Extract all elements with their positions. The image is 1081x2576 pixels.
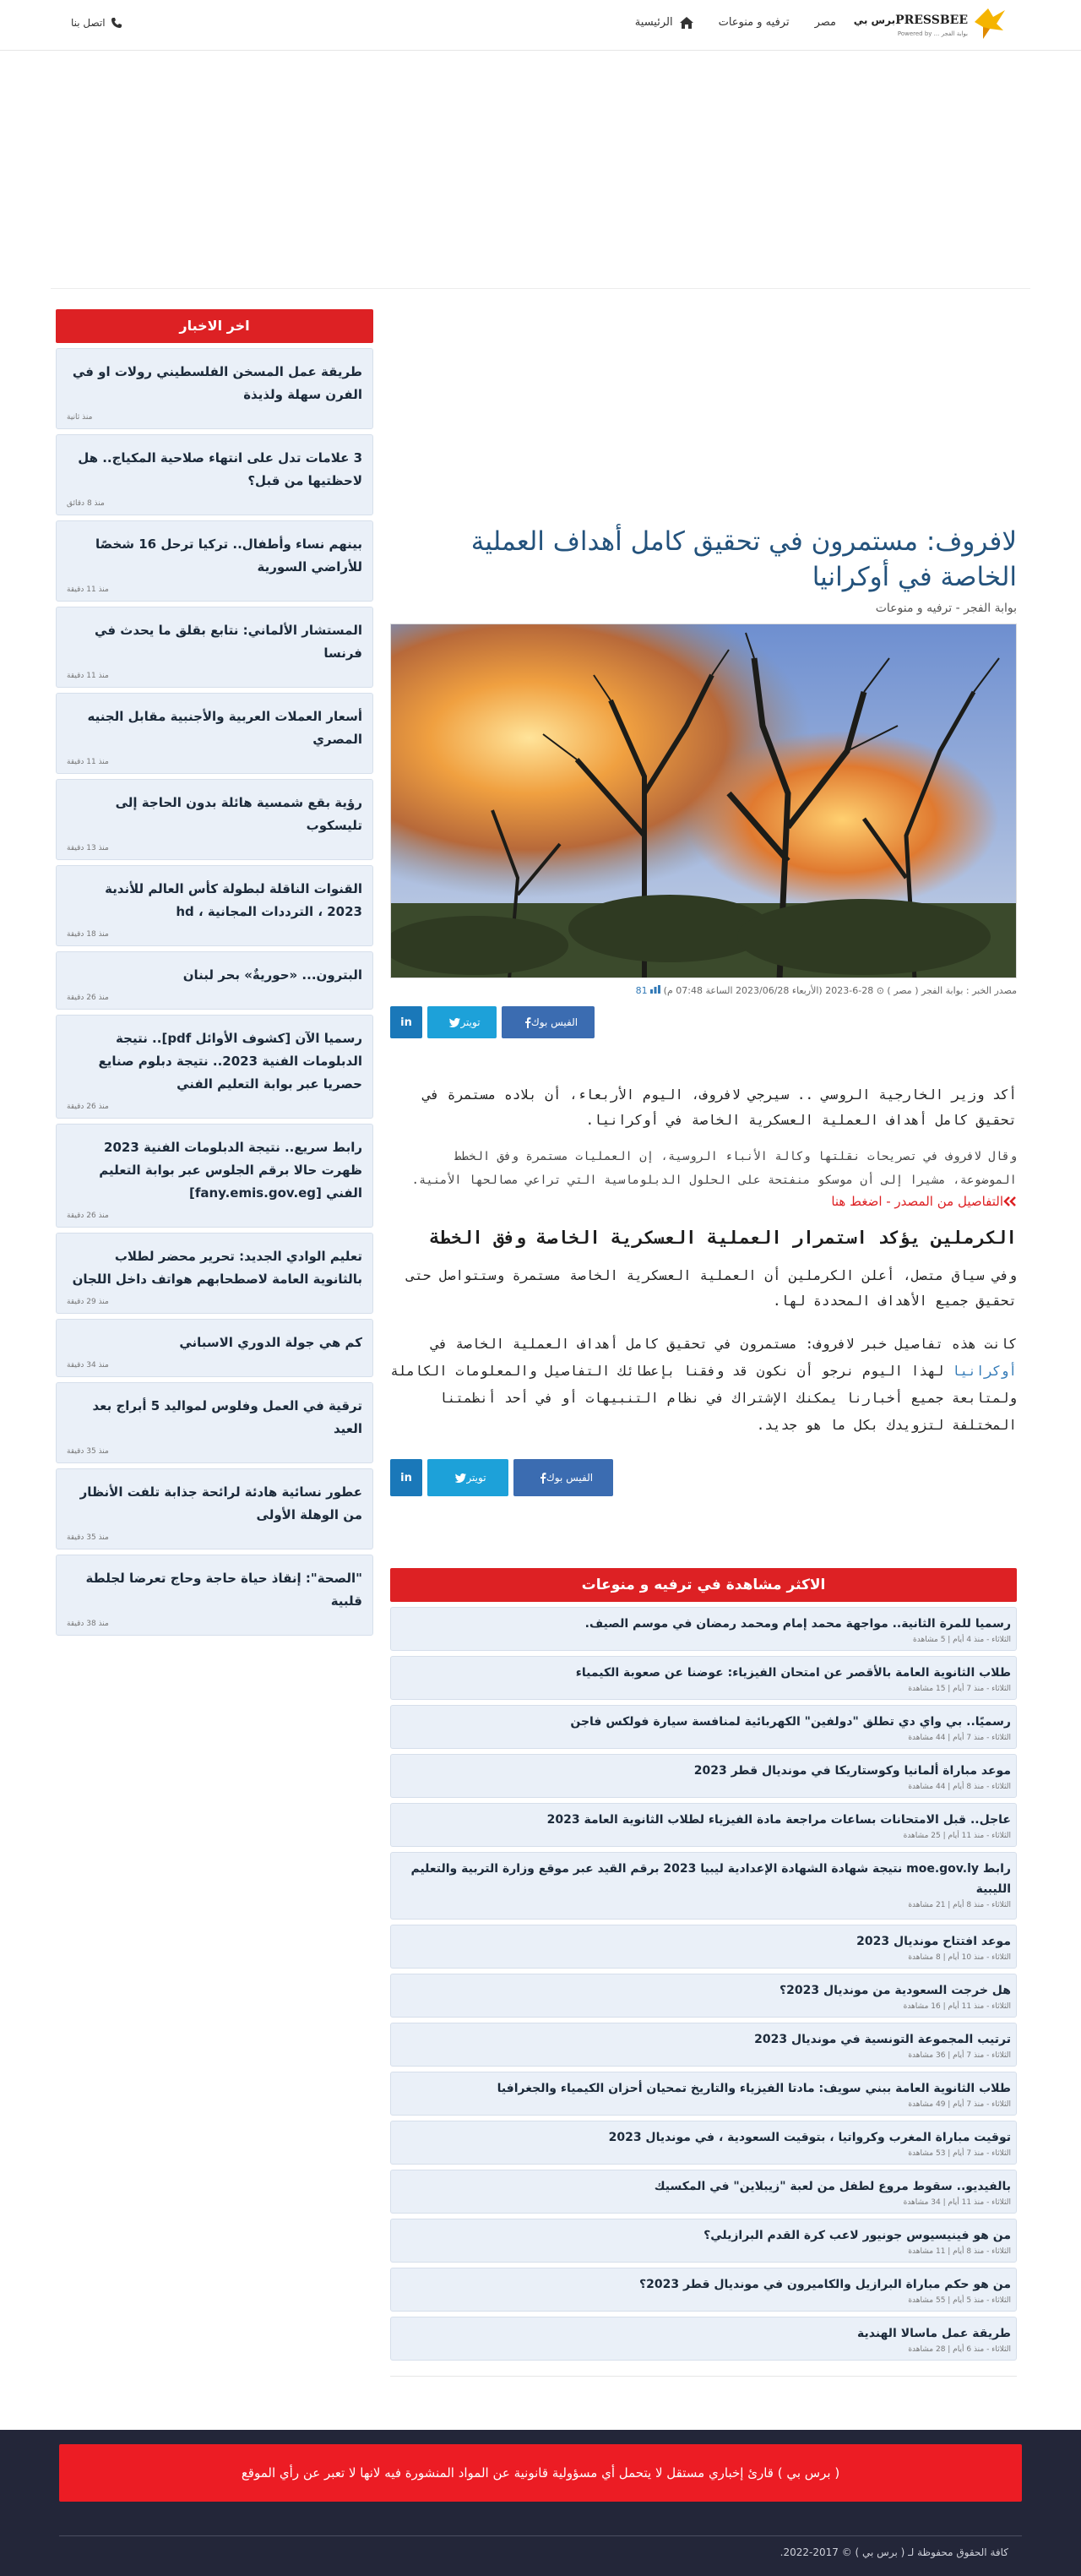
ad-divider <box>51 288 1030 289</box>
section-divider <box>390 2376 1017 2377</box>
latest-news-item[interactable] <box>56 520 373 602</box>
most-viewed-item-meta: الثلاثاء - منذ 7 أيام | 44 مشاهدة <box>908 1734 1011 1742</box>
latest-news-item[interactable] <box>56 779 373 860</box>
share-linkedin-button[interactable] <box>390 1006 422 1038</box>
latest-news-item-title[interactable]: عطور نسائية هادئة لرائحة جذابة تلفت الأنظار من الوهلة الأولى <box>79 1484 362 1522</box>
latest-news-sidebar <box>56 309 373 1641</box>
latest-news-item-time: منذ 18 دقيقة <box>67 930 109 939</box>
article-source[interactable]: بوابة الفجر - ترفيه و منوعات <box>875 602 1017 615</box>
article-paragraph-1: أكد وزير الخارجية الروسي .. سيرجي لافروف، اليوم الأربعاء، أن بلاده مستمرة في تحقيق كامل أهداف العملية العسكرية الخاصة في أوكرانيا. <box>422 1086 1017 1128</box>
latest-news-item-time: منذ 34 دقيقة <box>67 1361 109 1370</box>
most-viewed-item-meta: الثلاثاء - منذ 7 أيام | 15 مشاهدة <box>908 1685 1011 1693</box>
latest-news-item-title[interactable]: تعليم الوادي الجديد: تحرير محضر لطلاب بالثانوية العامة لاصطحابهم هواتف داخل اللجان <box>72 1249 362 1287</box>
most-viewed-item[interactable] <box>390 1607 1017 1651</box>
latest-news-item-title[interactable]: البترون... «حوريةٌ» بحر لبنان <box>182 967 362 983</box>
article-paragraph-4: كانت هذه تفاصيل خبر لافروف: مستمرون في تحقيق كامل أهداف العملية الخاصة في أوكرانيا لهذا اليوم نرجو أن نكون قد وفقنا بإعطائك التفاصيل والمعلومات الكاملة ولمتابعة جميع أخبارنا يمكنك الإشتراك في نظام التنبيهات أو في أحد أنظمتنا المختلفة لتزويدك بكل ما هو جديد. <box>390 1336 1017 1433</box>
most-viewed-item-title[interactable]: رسميًا.. بي واي دي تطلق "دولفين" الكهربائية لمنافسة سيارة فولكس فاجن <box>570 1715 1011 1729</box>
facebook-icon <box>540 1473 546 1484</box>
most-viewed-item-title[interactable]: من هو فينيسيوس جونيور لاعب كرة القدم البرازيلي؟ <box>703 2229 1011 2242</box>
views-count <box>636 985 661 996</box>
latest-news-item-title[interactable]: أسعار العملات العربية والأجنبية مقابل الجنيه المصري <box>87 709 362 747</box>
most-viewed-list <box>390 1607 1017 2361</box>
latest-news-item-time: منذ 13 دقيقة <box>67 844 109 852</box>
linkedin-icon: in <box>400 1016 412 1029</box>
logo-brand: برس بيPRESSBEE <box>853 14 968 27</box>
nav-home[interactable]: الرئيسية <box>635 16 693 29</box>
latest-news-item[interactable] <box>56 1233 373 1314</box>
top-navbar <box>0 0 1081 51</box>
latest-news-item-time: منذ 26 دقيقة <box>67 1212 109 1220</box>
most-viewed-item-title[interactable]: طلاب الثانوية العامة بالأقصر عن امتحان الفيزياء: عوضنا عن صعوبة الكيمياء <box>575 1666 1011 1680</box>
footer-copyright: كافة الحقوق محفوظة لـ ( برس بي ) © 2017-2022. <box>780 2546 1008 2558</box>
most-viewed-item[interactable] <box>390 1803 1017 1847</box>
latest-news-item[interactable] <box>56 607 373 688</box>
most-viewed-section <box>390 1568 1017 2366</box>
most-viewed-item-meta: الثلاثاء - منذ 4 أيام | 5 مشاهدة <box>913 1636 1011 1644</box>
latest-news-item-time: منذ 35 دقيقة <box>67 1447 109 1456</box>
most-viewed-item[interactable] <box>390 2170 1017 2214</box>
twitter-icon <box>455 1473 466 1483</box>
article-photo <box>390 624 1017 978</box>
latest-news-item[interactable] <box>56 1468 373 1549</box>
most-viewed-item-title[interactable]: هل خرجت السعودية من مونديال 2023؟ <box>779 1984 1011 1997</box>
most-viewed-item-meta: الثلاثاء - منذ 11 أيام | 34 مشاهدة <box>903 2198 1011 2207</box>
latest-news-item-title[interactable]: رؤية بقع شمسية هائلة بدون الحاجة إلى تليسكوب <box>115 795 362 833</box>
latest-news-item[interactable] <box>56 1015 373 1119</box>
share-bar-bottom <box>390 1459 1017 1496</box>
share-twitter-button-bottom[interactable]: تويتر <box>427 1459 508 1496</box>
most-viewed-item[interactable] <box>390 2317 1017 2361</box>
most-viewed-item-meta: الثلاثاء - منذ 11 أيام | 16 مشاهدة <box>903 2002 1011 2011</box>
most-viewed-item-title[interactable]: بالفيديو.. سقوط مروع لطفل من لعبة "زيبلاين" في المكسيك <box>654 2180 1011 2193</box>
most-viewed-item-title[interactable]: طلاب الثانوية العامة ببني سويف: مادتا الفيزياء والتاريخ تمحيان أحزان الكيمياء والجغرافيا <box>497 2082 1011 2095</box>
latest-news-item-time: منذ 26 دقيقة <box>67 994 109 1002</box>
latest-news-item-time: منذ 11 دقيقة <box>67 758 109 766</box>
site-logo[interactable] <box>853 5 1008 41</box>
most-viewed-item[interactable] <box>390 2219 1017 2263</box>
latest-news-item-time: منذ 35 دقيقة <box>67 1533 109 1542</box>
nav-entertainment[interactable]: ترفيه و منوعات <box>718 16 790 29</box>
share-bar-top <box>390 1006 1017 1038</box>
share-facebook-button[interactable]: الفيس بوك <box>502 1006 595 1038</box>
most-viewed-item-meta: الثلاثاء - منذ 6 أيام | 28 مشاهدة <box>908 2345 1011 2354</box>
most-viewed-item-title[interactable]: عاجل.. قبل الامتحانات بساعات مراجعة مادة الفيزياء لطلاب الثانوية العامة 2023 <box>546 1813 1011 1827</box>
latest-news-item-title[interactable]: بينهم نساء وأطفال.. تركيا ترحل 16 شخصًا للأراضي السورية <box>95 536 362 575</box>
most-viewed-item[interactable] <box>390 1705 1017 1749</box>
logo-tagline: Powered by ... بوابة الفجر <box>897 30 968 37</box>
most-viewed-item-meta: الثلاثاء - منذ 7 أيام | 36 مشاهدة <box>908 2051 1011 2060</box>
article-paragraph-3: وفي سياق متصل، أعلن الكرملين أن العملية العسكرية الخاصة مستمرة وستتواصل حتى تحقيق جميع الأهداف المحددة لها. <box>406 1267 1017 1309</box>
latest-news-item[interactable] <box>56 865 373 946</box>
share-twitter-button[interactable]: تويتر <box>427 1006 497 1038</box>
footer-disclaimer: ( برس بي ) قارئ إخباري مستقل لا يتحمل أي مسؤولية قانونية عن المواد المنشورة فيه لانها لا تعبر عن رأي الموقع <box>59 2444 1022 2502</box>
latest-news-item-title[interactable]: طريقة عمل المسخن الفلسطيني رولات او في الفرن سهلة ولذيذة <box>72 364 362 402</box>
most-viewed-item-meta: الثلاثاء - منذ 5 أيام | 55 مشاهدة <box>908 2296 1011 2305</box>
nav-egypt[interactable]: مصر <box>814 16 836 29</box>
latest-news-item[interactable] <box>56 1555 373 1636</box>
latest-news-item-title[interactable]: المستشار الألماني: نتابع بقلق ما يحدث في فرنسا <box>95 623 362 661</box>
phone-icon <box>111 18 122 28</box>
most-viewed-item-meta: الثلاثاء - منذ 7 أيام | 49 مشاهدة <box>908 2100 1011 2109</box>
most-viewed-item[interactable] <box>390 2268 1017 2312</box>
latest-news-item-title[interactable]: رابط سريع.. نتيجة الدبلومات الفنية 2023 ظهرت حالا برقم الجلوس عبر بوابة التعليم الفني [fany.emis.gov.eg] <box>99 1140 362 1201</box>
latest-news-item-time: منذ ثانية <box>67 413 93 422</box>
most-viewed-item-meta: الثلاثاء - منذ 7 أيام | 53 مشاهدة <box>908 2149 1011 2158</box>
latest-news-item-time: منذ 11 دقيقة <box>67 585 109 594</box>
facebook-icon <box>524 1017 531 1028</box>
share-facebook-button-bottom[interactable]: الفيس بوك <box>513 1459 613 1496</box>
latest-news-list <box>56 348 373 1636</box>
most-viewed-item-meta: الثلاثاء - منذ 8 أيام | 21 مشاهدة <box>908 1901 1011 1909</box>
most-viewed-item-title[interactable]: موعد افتتاح مونديال 2023 <box>856 1935 1011 1948</box>
share-linkedin-button-bottom[interactable] <box>390 1459 422 1496</box>
latest-news-item-title[interactable]: "الصحة": إنقاذ حياة حاجة وحاج تعرضا لجلطة قلبية <box>85 1571 362 1609</box>
footer-divider <box>59 2535 1022 2536</box>
article-inline-link[interactable]: أوكرانيا <box>951 1363 1017 1379</box>
contact-link[interactable]: اتصل بنا <box>71 17 122 29</box>
latest-news-item[interactable] <box>56 434 373 515</box>
article-meta-text: مصدر الخبر : بوابة الفجر ( مصر ) ⊙ 28-6-2023 (الأربعاء 2023/06/28 الساعة 07:48 م) <box>663 985 1017 996</box>
double-chevron-left-icon <box>1003 1196 1017 1206</box>
main-menu <box>610 16 836 29</box>
latest-news-item-time: منذ 26 دقيقة <box>67 1103 109 1111</box>
most-viewed-item-title[interactable]: طريقة عمل ماسالا الهندية <box>856 2327 1011 2340</box>
most-viewed-item[interactable] <box>390 1974 1017 2018</box>
article-title: لافروف: مستمرون في تحقيق كامل أهداف العملية الخاصة في أوكرانيا <box>470 526 1017 592</box>
latest-news-item-title[interactable]: ترقية في العمل وفلوس لمواليد 5 أبراج بعد العيد <box>92 1398 362 1436</box>
most-viewed-item[interactable] <box>390 2072 1017 2116</box>
most-viewed-item-meta: الثلاثاء - منذ 11 أيام | 25 مشاهدة <box>903 1832 1011 1840</box>
most-viewed-item-meta: الثلاثاء - منذ 10 أيام | 8 مشاهدة <box>908 1953 1011 1962</box>
views-value: 81 <box>635 985 648 996</box>
most-viewed-item[interactable] <box>390 1852 1017 1920</box>
article-subheading: الكرملين يؤكد استمرار العملية العسكرية الخاصة وفق الخطة <box>429 1228 1017 1248</box>
article <box>390 524 1017 1496</box>
latest-news-item[interactable] <box>56 951 373 1010</box>
most-viewed-item-meta: الثلاثاء - منذ 8 أيام | 11 مشاهدة <box>908 2247 1011 2256</box>
home-icon <box>680 17 693 29</box>
source-details-link[interactable]: التفاصيل من المصدر - اضغط هنا <box>390 1194 1017 1209</box>
latest-news-item[interactable] <box>56 1319 373 1377</box>
article-paragraph-2: وقال لافروف في تصريحات نقلتها وكالة الأنباء الروسية، إن العمليات مستمرة وفق الخطط الموضوعة، مشيرا إلى أن موسكو منفتحة على الحلول الدبلوماسية التي تراعي مصالحها الأمنية. <box>411 1150 1017 1187</box>
most-viewed-item[interactable] <box>390 1925 1017 1969</box>
latest-news-item-time: منذ 8 دقائق <box>67 499 105 508</box>
most-viewed-item[interactable] <box>390 1754 1017 1798</box>
latest-news-item-title[interactable]: القنوات الناقلة لبطولة كأس العالم للأندية 2023 ، الترددات المجانية ، hd <box>105 881 362 919</box>
most-viewed-item-title[interactable]: رسميا للمرة الثانية.. مواجهة محمد إمام ومحمد رمضان في موسم الصيف. <box>584 1617 1011 1631</box>
latest-news-item[interactable] <box>56 348 373 429</box>
most-viewed-item-title[interactable]: موعد مباراة ألمانيا وكوستاريكا في مونديال قطر 2023 <box>693 1764 1011 1778</box>
most-viewed-item[interactable] <box>390 1656 1017 1700</box>
latest-news-item[interactable] <box>56 1124 373 1228</box>
bar-chart-icon <box>650 985 660 994</box>
latest-news-item-title[interactable]: كم هي جولة الدوري الاسباني <box>179 1335 362 1350</box>
most-viewed-item-meta: الثلاثاء - منذ 8 أيام | 44 مشاهدة <box>908 1783 1011 1791</box>
article-meta <box>390 985 1017 996</box>
latest-news-item-time: منذ 29 دقيقة <box>67 1298 109 1306</box>
logo-bird-icon <box>971 5 1008 41</box>
most-viewed-item-title[interactable]: رابط moe.gov.ly نتيجة شهادة الشهادة الإعدادية ليبيا 2023 برقم القيد عبر موقع وزارة التربية والتعليم الليبية <box>410 1862 1011 1896</box>
most-viewed-item[interactable] <box>390 2121 1017 2165</box>
article-photo-illustration <box>391 624 1017 978</box>
most-viewed-title: الاكثر مشاهدة في ترفيه و منوعات <box>390 1568 1017 1602</box>
linkedin-icon: in <box>400 1471 412 1484</box>
latest-news-item[interactable] <box>56 693 373 774</box>
latest-news-item-title[interactable]: 3 علامات تدل على انتهاء صلاحية المكياج.. هل لاحظتيها من قبل؟ <box>78 450 362 488</box>
latest-news-item-time: منذ 38 دقيقة <box>67 1620 109 1628</box>
twitter-icon <box>449 1018 460 1027</box>
most-viewed-item[interactable] <box>390 2023 1017 2067</box>
most-viewed-item-title[interactable]: توقيت مباراة المغرب وكرواتيا ، بتوقيت السعودية ، في مونديال 2023 <box>608 2131 1011 2144</box>
latest-news-item-time: منذ 11 دقيقة <box>67 672 109 680</box>
latest-news-item-title[interactable]: رسميا الآن [كشوف الأوائل pdf].. نتيجة الدبلومات الفنية 2023.. نتيجة دبلوم صنايع حصريا عبر بوابة التعليم الفني <box>98 1031 362 1092</box>
latest-news-item[interactable] <box>56 1382 373 1463</box>
most-viewed-item-title[interactable]: ترتيب المجموعة التونسية في مونديال 2023 <box>754 2033 1011 2046</box>
latest-news-title: اخر الاخبار <box>56 309 373 343</box>
most-viewed-item-title[interactable]: من هو حكم مباراة البرازيل والكاميرون في مونديال قطر 2023؟ <box>639 2278 1011 2291</box>
